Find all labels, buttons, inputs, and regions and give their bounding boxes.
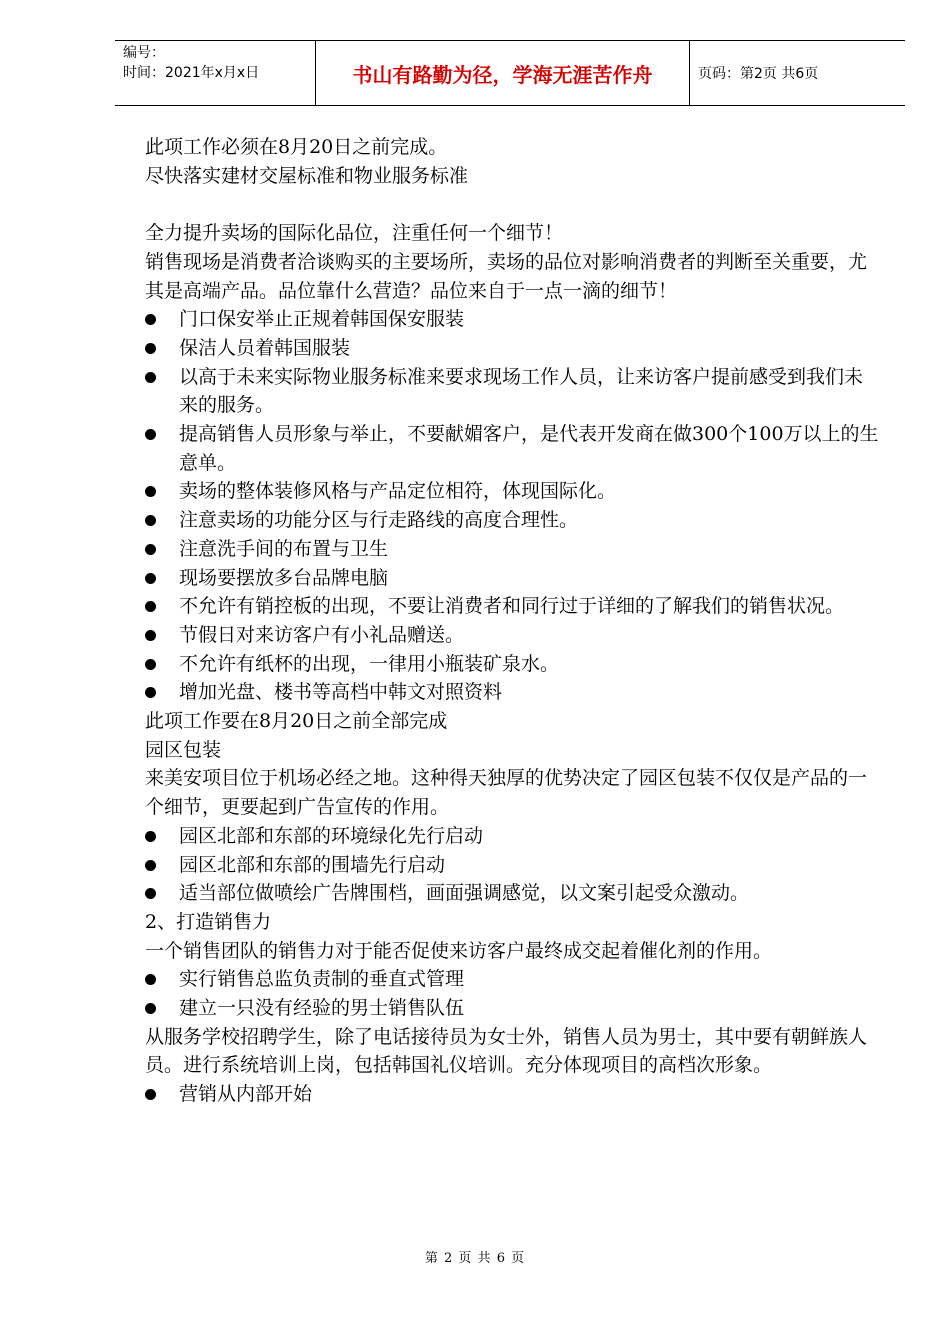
bullet-item [145,564,880,593]
header-page-info: 页码：第2页 共6页 [698,66,819,82]
bullet-dot-icon [145,515,156,526]
bullet-text: 不允许有纸杯的出现，一律用小瓶装矿泉水。 [179,652,560,675]
text-line: 园区包装 [145,738,222,761]
bullet-text: 增加光盘、楼书等高档中韩文对照资料 [179,681,503,704]
bullet-item [145,822,880,851]
bullet-item [145,678,880,707]
bullet-item [145,477,880,506]
text-line: 全力提升卖场的国际化品位，注重任何一个细节！ [145,222,564,245]
doc-code-label: 编号： [123,45,165,61]
bullet-item [145,506,880,535]
bullet-item [145,621,880,650]
bullet-item [145,994,880,1023]
bullet-item [145,851,880,880]
document-body [145,133,880,1109]
bullet-text: 门口保安举止正规着韩国保安服装 [179,308,465,331]
bullet-item [145,879,880,908]
bullet-dot-icon [145,372,156,383]
paragraph: 来美安项目位于机场必经之地。这种得天独厚的优势决定了园区包装不仅仅是产品的一个细节，更要起到广告宣传的作用。 [145,767,868,819]
bullet-dot-icon [145,888,156,899]
bullet-text: 提高销售人员形象与举止，不要献媚客户，是代表开发商在做300个100万以上的生意单。 [179,423,879,474]
bullet-item [145,334,880,363]
bullet-dot-icon [145,630,156,641]
bullet-item [145,535,880,564]
bullet-dot-icon [145,573,156,584]
bullet-text: 注意洗手间的布置与卫生 [179,537,389,560]
bullet-text: 营销从内部开始 [179,1083,313,1106]
bullet-text: 园区北部和东部的环境绿化先行启动 [179,824,484,847]
page-footer: 第 2 页 共 6 页 [424,1251,526,1266]
text-line: 2、打造销售力 [145,910,272,933]
bullet-dot-icon [145,659,156,670]
bullet-dot-icon [145,1089,156,1100]
bullet-text: 园区北部和东部的围墙先行启动 [179,853,446,876]
bullet-dot-icon [145,314,156,325]
page-header [115,40,905,106]
paragraph: 从服务学校招聘学生，除了电话接待员为女士外，销售人员为男士，其中要有朝鲜族人员。进行系统培训上岗，包括韩国礼仪培训。充分体现项目的高档次形象。 [145,1025,868,1077]
header-meta [115,41,316,105]
bullet-text: 不允许有销控板的出现，不要让消费者和同行过于详细的了解我们的销售状况。 [179,595,845,618]
bullet-text: 以高于未来实际物业服务标准来要求现场工作人员，让来访客户提前感受到我们未来的服务。 [179,365,864,417]
bullet-dot-icon [145,974,156,985]
bullet-text: 注意卖场的功能分区与行走路线的高度合理性。 [179,509,579,532]
blank-line [145,190,880,219]
bullet-dot-icon [145,486,156,497]
bullet-item [145,650,880,679]
bullet-dot-icon [145,860,156,871]
text-line: 尽快落实建材交屋标准和物业服务标准 [145,164,469,187]
bullet-dot-icon [145,1003,156,1014]
bullet-text: 卖场的整体装修风格与产品定位相符，体现国际化。 [179,480,617,503]
text-line: 一个销售团队的销售力对于能否促使来访客户最终成交起着催化剂的作用。 [145,939,773,962]
bullet-dot-icon [145,343,156,354]
paragraph: 销售现场是消费者洽谈购买的主要场所，卖场的品位对影响消费者的判断至关重要，尤其是高端产品。品位靠什么营造？品位来自于一点一滴的细节！ [145,250,868,302]
text-line: 此项工作必须在8月20日之前完成。 [145,136,448,158]
bullet-item [145,965,880,994]
bullet-dot-icon [145,687,156,698]
bullet-text: 实行销售总监负责制的垂直式管理 [179,968,465,991]
bullet-dot-icon [145,429,156,440]
bullet-item [145,363,880,420]
bullet-dot-icon [145,544,156,555]
bullet-dot-icon [145,601,156,612]
doc-date: 时间：2021年x月x日 [123,65,260,81]
bullet-item [145,305,880,334]
bullet-text: 建立一只没有经验的男士销售队伍 [179,997,465,1020]
bullet-item [145,592,880,621]
bullet-text: 保洁人员着韩国服装 [179,336,351,359]
bullet-item [145,1080,880,1109]
bullet-dot-icon [145,831,156,842]
bullet-text: 现场要摆放多台品牌电脑 [179,566,389,589]
bullet-item [145,420,880,477]
bullet-text: 节假日对来访客户有小礼品赠送。 [179,623,465,646]
bullet-text: 适当部位做喷绘广告牌围档，画面强调感觉，以文案引起受众激动。 [179,882,750,905]
header-motto: 书山有路勤为径，学海无涯苦作舟 [316,41,690,105]
text-line: 此项工作要在8月20日之前全部完成 [145,710,448,733]
